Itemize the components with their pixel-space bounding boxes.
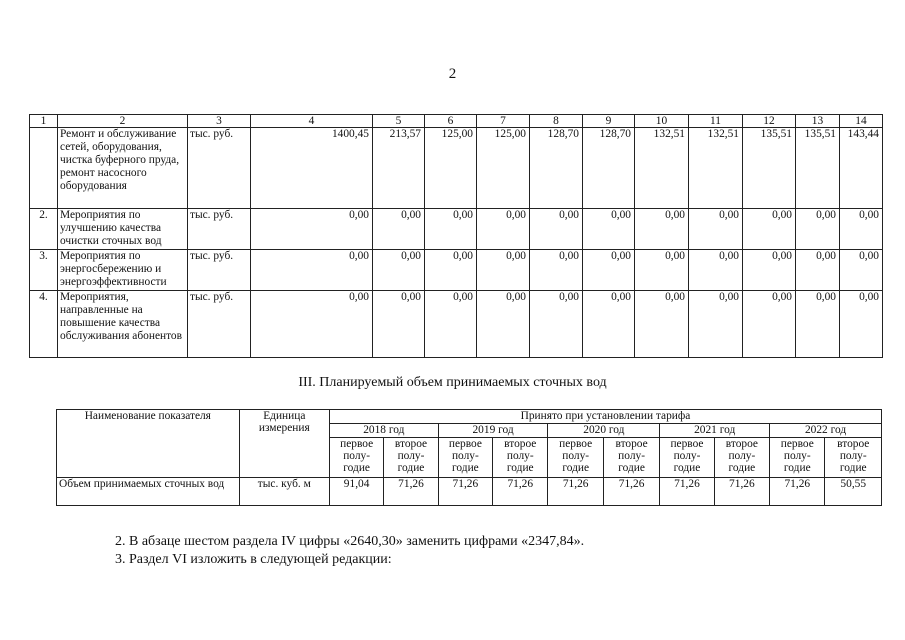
table-header-row: [57, 410, 882, 424]
measure-name: Мероприятия, направленные на повышение качества обслуживания абонентов: [58, 291, 188, 358]
value-cell: 0,00: [583, 291, 635, 358]
tariff-group-header: Принято при установлении тарифа: [329, 410, 881, 424]
year-header: 2019 год: [438, 424, 548, 438]
half-year-header: второе полу-годие: [825, 438, 882, 478]
header-cell: 3: [188, 115, 251, 128]
value-cell: 71,26: [438, 478, 492, 506]
value-cell: 71,26: [548, 478, 603, 506]
value-cell: 213,57: [373, 128, 425, 209]
value-cell: 0,00: [530, 291, 583, 358]
half-year-header: первое полу-годие: [770, 438, 825, 478]
value-cell: 0,00: [840, 291, 883, 358]
header-cell: 1: [30, 115, 58, 128]
value-cell: 0,00: [477, 209, 530, 250]
header-cell: 12: [743, 115, 796, 128]
value-cell: 0,00: [530, 209, 583, 250]
half-year-header: первое полу-годие: [438, 438, 492, 478]
row-number: 2.: [30, 209, 58, 250]
year-header: 2020 год: [548, 424, 660, 438]
measure-name: Ремонт и обслуживание сетей, оборудования, чистка буферного пруда, ремонт насосного оборудования: [58, 128, 188, 209]
header-cell: 11: [689, 115, 743, 128]
value-cell: 128,70: [583, 128, 635, 209]
header-cell: 5: [373, 115, 425, 128]
row-number: 4.: [30, 291, 58, 358]
paragraph-item-3: 3. Раздел VI изложить в следующей редакции:: [115, 552, 392, 567]
unit-cell: тыс. руб.: [188, 209, 251, 250]
unit-header: Единица измерения: [239, 410, 329, 478]
value-cell: 50,55: [825, 478, 882, 506]
value-cell: 135,51: [796, 128, 840, 209]
header-cell: 13: [796, 115, 840, 128]
half-year-header: первое полу-годие: [548, 438, 603, 478]
row-number: [30, 128, 58, 209]
value-cell: 0,00: [796, 209, 840, 250]
value-cell: 0,00: [425, 209, 477, 250]
value-cell: 0,00: [425, 250, 477, 291]
value-cell: 0,00: [583, 209, 635, 250]
value-cell: 125,00: [425, 128, 477, 209]
measure-name: Мероприятия по улучшению качества очистки сточных вод: [58, 209, 188, 250]
unit-cell: тыс. руб.: [188, 291, 251, 358]
value-cell: 125,00: [477, 128, 530, 209]
value-cell: 71,26: [603, 478, 659, 506]
header-cell: 14: [840, 115, 883, 128]
value-cell: 71,26: [714, 478, 769, 506]
year-header: 2021 год: [660, 424, 770, 438]
value-cell: 0,00: [743, 250, 796, 291]
value-cell: 0,00: [689, 209, 743, 250]
value-cell: 0,00: [689, 250, 743, 291]
indicator-name-header: Наименование показателя: [57, 410, 240, 478]
page-number: 2: [448, 66, 457, 82]
table-row: [30, 209, 883, 250]
value-cell: 0,00: [796, 250, 840, 291]
value-cell: 0,00: [477, 250, 530, 291]
half-year-header: второе полу-годие: [603, 438, 659, 478]
value-cell: 0,00: [635, 209, 689, 250]
value-cell: 0,00: [373, 209, 425, 250]
value-cell: 0,00: [251, 291, 373, 358]
value-cell: 135,51: [743, 128, 796, 209]
value-cell: 128,70: [530, 128, 583, 209]
value-cell: 91,04: [329, 478, 383, 506]
value-cell: 71,26: [660, 478, 714, 506]
header-cell: 10: [635, 115, 689, 128]
header-cell: 9: [583, 115, 635, 128]
value-cell: 0,00: [425, 291, 477, 358]
value-cell: 0,00: [743, 291, 796, 358]
value-cell: 0,00: [743, 209, 796, 250]
table-row: [30, 250, 883, 291]
indicator-name: Объем принимаемых сточных вод: [57, 478, 240, 506]
table-row: [30, 128, 883, 209]
paragraph-item-2: 2. В абзаце шестом раздела IV цифры «2640,30» заменить цифрами «2347,84».: [115, 534, 585, 549]
header-cell: 7: [477, 115, 530, 128]
value-cell: 0,00: [689, 291, 743, 358]
half-year-header: второе полу-годие: [384, 438, 438, 478]
half-year-header: второе полу-годие: [714, 438, 769, 478]
value-cell: 1400,45: [251, 128, 373, 209]
half-year-header: первое полу-годие: [329, 438, 383, 478]
table-row: [57, 478, 882, 506]
row-number: 3.: [30, 250, 58, 291]
half-year-header: первое полу-годие: [660, 438, 714, 478]
value-cell: 0,00: [635, 250, 689, 291]
year-header: 2018 год: [329, 424, 438, 438]
value-cell: 0,00: [583, 250, 635, 291]
value-cell: 0,00: [796, 291, 840, 358]
unit-cell: тыс. куб. м: [239, 478, 329, 506]
wastewater-volume-table: [56, 409, 882, 506]
table-row: [30, 291, 883, 358]
value-cell: 71,26: [493, 478, 548, 506]
header-cell: 6: [425, 115, 477, 128]
section-title: III. Планируемый объем принимаемых сточных вод: [298, 375, 607, 390]
value-cell: 0,00: [635, 291, 689, 358]
value-cell: 132,51: [689, 128, 743, 209]
value-cell: 0,00: [373, 250, 425, 291]
value-cell: 132,51: [635, 128, 689, 209]
value-cell: 0,00: [840, 209, 883, 250]
value-cell: 71,26: [770, 478, 825, 506]
header-cell: 8: [530, 115, 583, 128]
value-cell: 0,00: [251, 250, 373, 291]
value-cell: 0,00: [530, 250, 583, 291]
year-header: 2022 год: [770, 424, 882, 438]
value-cell: 0,00: [477, 291, 530, 358]
measure-name: Мероприятия по энергосбережению и энергоэффективности: [58, 250, 188, 291]
unit-cell: тыс. руб.: [188, 128, 251, 209]
half-year-header: второе полу-годие: [493, 438, 548, 478]
value-cell: 143,44: [840, 128, 883, 209]
unit-cell: тыс. руб.: [188, 250, 251, 291]
value-cell: 0,00: [251, 209, 373, 250]
header-cell: 4: [251, 115, 373, 128]
table-header-row: [30, 115, 883, 128]
value-cell: 0,00: [840, 250, 883, 291]
value-cell: 0,00: [373, 291, 425, 358]
header-cell: 2: [58, 115, 188, 128]
value-cell: 71,26: [384, 478, 438, 506]
measures-table: [29, 114, 883, 358]
